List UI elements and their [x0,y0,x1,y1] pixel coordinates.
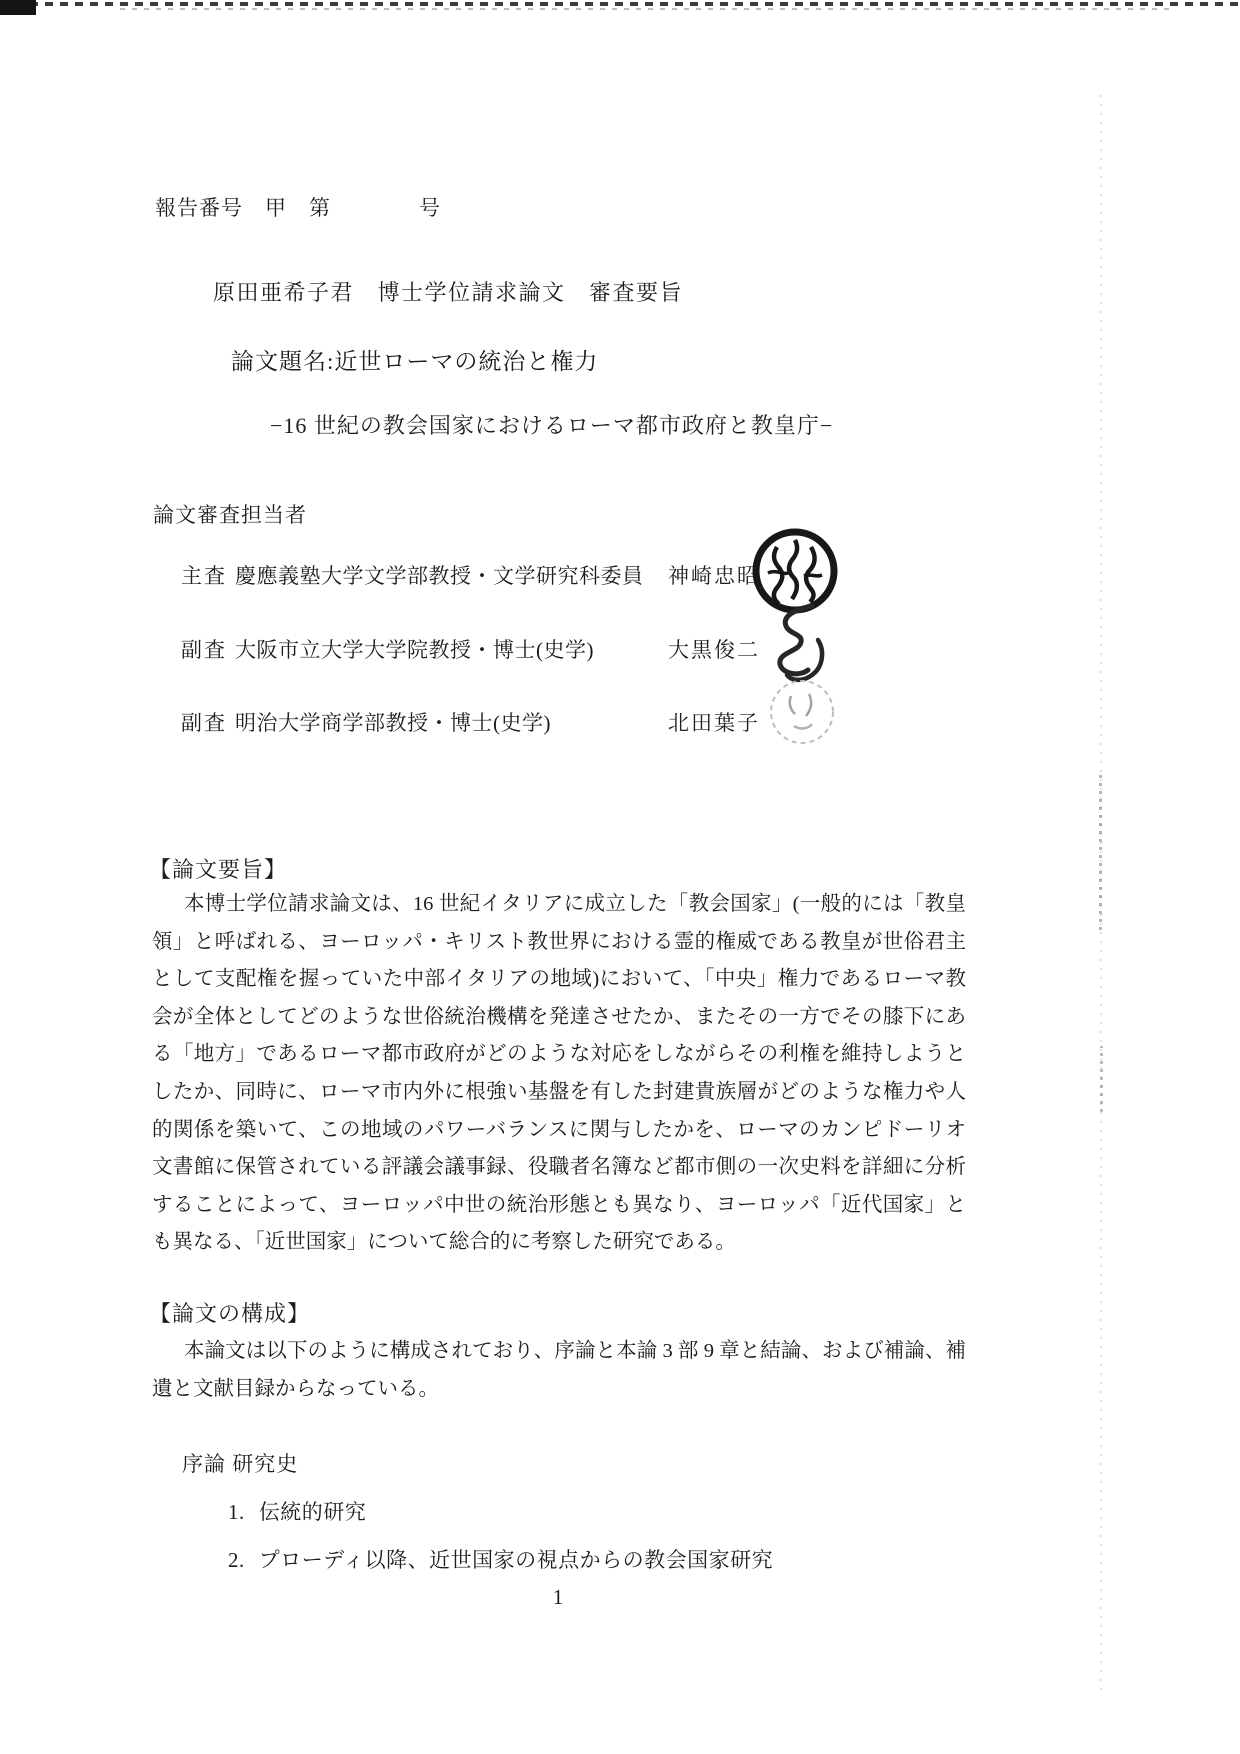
toc-item [228,1496,366,1526]
examiner-name: 大黒俊二 [668,638,760,662]
seal-stamp-icon-faint-round [766,676,838,753]
toc-item [228,1544,773,1574]
examiner-row [0,707,1240,739]
document-title: 原田亜希子君 博士学位請求論文 審査要旨 [213,280,684,305]
scan-artifact-top-dashes-secondary [120,8,1170,10]
examiner-role: 副査 [181,638,227,662]
toc-item-label: 伝統的研究 [258,1500,367,1524]
scan-artifact-corner-mark [0,0,36,15]
structure-body: 本論文は以下のように構成されており、序論と本論 3 部 9 章と結論、および補論、補遺と文献目録からなっている。 [152,1340,966,1400]
examiner-affiliation: 慶應義塾大学文学部教授・文学研究科委員 [235,564,644,588]
examiner-role: 副査 [181,711,227,735]
examiner-name: 神崎忠昭 [668,564,760,588]
scan-artifact-right-dots-upper [1099,772,1102,930]
page-number: 1 [552,1585,564,1609]
toc-item-label: プローディ以降、近世国家の視点からの教会国家研究 [258,1548,774,1572]
toc-item-number: 1. [228,1500,245,1524]
abstract-body: 本博士学位請求論文は、16 世紀イタリアに成立した「教会国家」(一般的には「教皇領」と呼ばれる、ヨーロッパ・キリスト教世界における霊的権威である教皇が世俗君主として支配権を握っていた中部イタリアの地域)において、「中央」権力であるローマ教会が全体としてどのような世俗統治機構を発達させたか、またその一方でその膝下にある「地方」であるローマ都市政府がどのような対応をしながらその利権を維持しようとしたか、同時に、ローマ市内外に根強い基盤を有した封建貴族層がどのような権力や人的関係を築いて、この地域のパワーバランスに関与したかを、ローマのカンピドーリオ文書館に保管されている評議会議事録、役職者名簿など都市側の一次史料を詳細に分析することによって、ヨーロッパ中世の統治形態とも異なり、ヨーロッパ「近代国家」とも異なる、「近世国家」について総合的に考察した研究である。 [152,893,966,1254]
examiner-affiliation: 大阪市立大学大学院教授・博士(史学) [235,638,594,662]
structure-heading: 【論文の構成】 [149,1301,311,1326]
examiner-row [0,560,1240,592]
toc-intro-heading: 序論 研究史 [182,1452,299,1476]
scan-artifact-top-dashes [0,2,1240,6]
abstract-heading: 【論文要旨】 [149,857,288,882]
toc-item-number: 2. [228,1548,245,1572]
examiner-role: 主査 [181,564,227,588]
examiner-affiliation: 明治大学商学部教授・博士(史学) [235,711,551,735]
examiners-heading: 論文審査担当者 [153,503,307,527]
scan-artifact-right-dots-lower [1100,1046,1103,1112]
examiner-row [0,634,1240,666]
thesis-title-line: 論文題名:近世ローマの統治と権力 [231,349,599,374]
examiner-name: 北田葉子 [668,711,760,735]
report-number-line: 報告番号 甲 第 号 [155,196,441,220]
thesis-subtitle-line: −16 世紀の教会国家におけるローマ都市政府と教皇庁− [270,413,834,438]
